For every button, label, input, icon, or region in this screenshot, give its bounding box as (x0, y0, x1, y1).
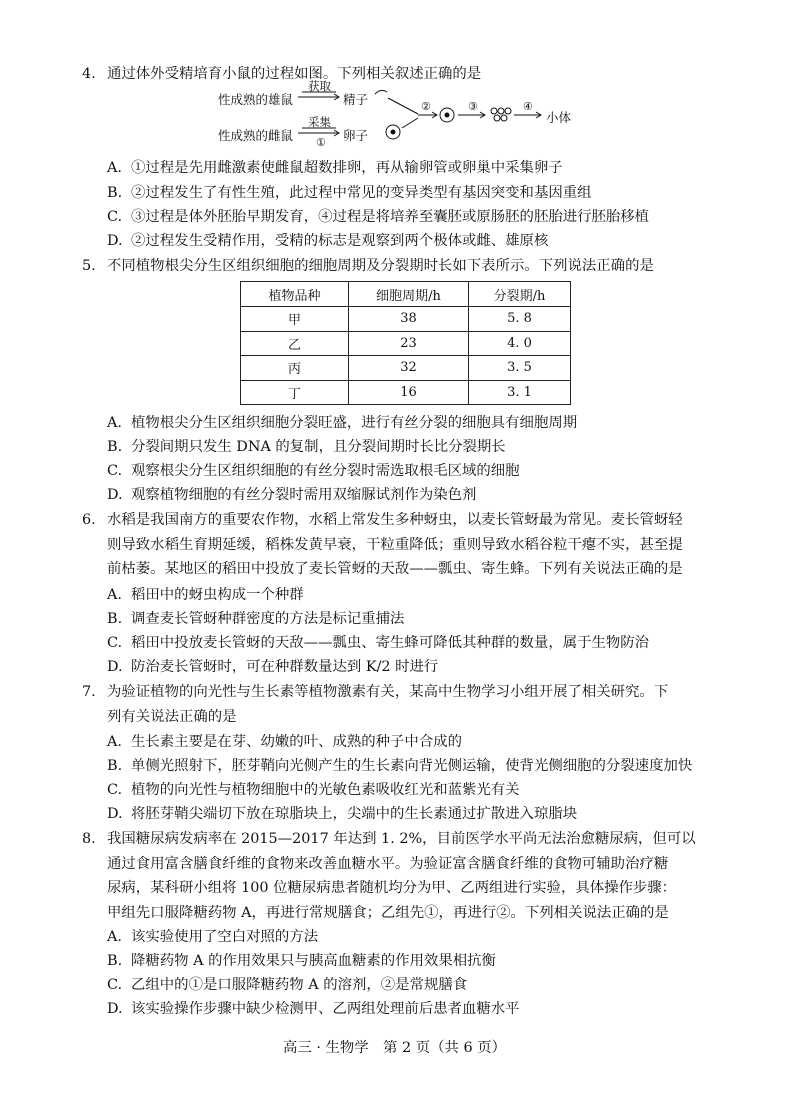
stem-line: 甲组先口服降糖药物 A，再进行常规膳食；乙组先①，再进行②。下列相关说法正确的是 (107, 904, 669, 921)
question-stem: 通过体外受精培育小鼠的过程如图。下列相关叙述正确的是 (107, 66, 482, 82)
question-8 (82, 827, 722, 925)
table-cell: 5. 8 (469, 307, 571, 332)
table-cell: 3. 1 (469, 380, 571, 405)
table-cell: 丁 (241, 380, 349, 405)
option-label: B. (107, 611, 123, 627)
step3-label: ③ (468, 100, 478, 113)
male-label: 性成熟的雄鼠 (218, 92, 294, 107)
collect-label: 采集 (308, 115, 331, 129)
option-text: 乙组中的①是口服降糖药物 A 的溶剂，②是常规膳食 (131, 977, 468, 993)
stem-line: 前枯萎。某地区的稻田中投放了麦长管蚜的天敌——瓢虫、寄生蜂。下列有关说法正确的是 (107, 561, 683, 577)
q8-option-c[interactable] (107, 974, 467, 996)
option-label: C. (107, 782, 123, 798)
q7-option-a[interactable] (107, 731, 462, 753)
table-row (241, 331, 571, 356)
q4-option-b[interactable] (107, 182, 592, 204)
stem-line: 水稻是我国南方的重要农作物，水稻上常发生多种蚜虫，以麦长管蚜最为常见。麦长管蚜轻 (107, 512, 683, 528)
diagram-arrows (218, 84, 578, 148)
table-row (241, 356, 571, 381)
stem-line: 尿病，某科研小组将 100 位糖尿病患者随机均分为甲、乙两组进行实验，具体操作步骤： (107, 880, 677, 896)
table-cell: 3. 5 (469, 356, 571, 381)
option-text: 该实验使用了空白对照的方法 (131, 929, 319, 945)
option-label: A. (107, 587, 122, 603)
step4-label: ④ (523, 100, 533, 113)
table-header: 植物品种 (241, 282, 349, 307)
q6-option-a[interactable] (107, 584, 304, 606)
question-number: 5. (82, 258, 96, 274)
q4-option-d[interactable] (107, 230, 548, 252)
option-text: ①过程是先用雌激素使雌鼠超数排卵，再从输卵管或卵巢中采集卵子 (131, 160, 563, 176)
option-text: 防治麦长管蚜时，可在种群数量达到 K/2 时进行 (131, 659, 439, 675)
option-label: C. (107, 463, 123, 479)
option-text: 稻田中的蚜虫构成一个种群 (131, 587, 304, 603)
option-label: B. (107, 758, 123, 774)
option-label: D. (107, 487, 123, 503)
q6-option-b[interactable] (107, 608, 404, 630)
option-label: B. (107, 185, 123, 201)
option-text: 生长素主要是在芽、幼嫩的叶、成熟的种子中合成的 (131, 734, 462, 750)
stem-line: 通过食用富含膳食纤维的食物来改善血糖水平。为验证富含膳食纤维的食物可辅助治疗糖 (107, 855, 669, 872)
question-number: 7. (82, 684, 96, 700)
q8-option-b[interactable] (107, 950, 496, 972)
option-label: A. (107, 160, 122, 176)
table-header-row (241, 282, 571, 307)
option-label: B. (107, 439, 123, 455)
q5-option-a[interactable] (107, 412, 577, 434)
option-label: D. (107, 1001, 123, 1017)
option-text: 单侧光照射下，胚芽鞘向光侧产生的生长素向背光侧运输，使背光侧细胞的分裂速度加快 (131, 758, 693, 774)
q6-option-c[interactable] (107, 632, 649, 654)
option-text: ②过程发生了有性生殖，此过程中常见的变异类型有基因突变和基因重组 (131, 185, 592, 201)
option-label: B. (107, 953, 123, 969)
option-label: C. (107, 635, 123, 651)
option-text: 观察植物细胞的有丝分裂时需用双缩脲试剂作为染色剂 (131, 487, 477, 503)
option-text: 调查麦长管蚜种群密度的方法是标记重捕法 (131, 611, 405, 627)
table-row (241, 307, 571, 332)
ivf-process-diagram (218, 79, 578, 149)
option-text: ③过程是体外胚胎早期发育，④过程是将培养至囊胚或原肠胚的胚胎进行胚胎移植 (131, 209, 650, 225)
result-label: 小体 (546, 110, 572, 125)
option-text: 该实验操作步骤中缺少检测甲、乙两组处理前后患者血糖水平 (131, 1001, 520, 1017)
option-text: 分裂间期只发生 DNA 的复制，且分裂间期时长比分裂期长 (131, 439, 506, 455)
q7-option-b[interactable] (107, 755, 692, 777)
option-text: 植物的向光性与植物细胞中的光敏色素吸收红光和蓝紫光有关 (131, 782, 520, 798)
female-label: 性成熟的雌鼠 (218, 128, 294, 143)
table-cell: 4. 0 (469, 331, 571, 356)
sperm-label: 精子 (343, 92, 369, 107)
question-stem: 不同植物根尖分生区组织细胞的细胞周期及分裂期时长如下表所示。下列说法正确的是 (107, 258, 654, 274)
option-label: D. (107, 233, 123, 249)
option-label: D. (107, 806, 123, 822)
question-number: 6. (82, 512, 96, 528)
option-label: A. (107, 929, 122, 945)
option-label: C. (107, 209, 123, 225)
option-text: 稻田中投放麦长管蚜的天敌——瓢虫、寄生蜂可降低其种群的数量，属于生物防治 (131, 635, 650, 651)
step1-label: ① (316, 136, 326, 149)
cell-cycle-table (240, 281, 571, 405)
q5-option-d[interactable] (107, 484, 476, 506)
q8-option-a[interactable] (107, 926, 318, 948)
q4-option-a[interactable] (107, 157, 563, 179)
table-header: 细胞周期/h (349, 282, 469, 307)
table-cell: 23 (349, 331, 469, 356)
option-text: 观察根尖分生区组织细胞的有丝分裂时需选取根毛区域的细胞 (131, 463, 520, 479)
question-number: 4. (82, 66, 96, 82)
q8-option-d[interactable] (107, 998, 520, 1020)
question-5 (82, 254, 722, 279)
stem-line: 则导致水稻生育期延缓，稻株发黄早衰，干粒重降低；重则导致水稻谷粒干瘪不实，甚至提 (107, 536, 683, 553)
table-cell: 16 (349, 380, 469, 405)
option-text: ②过程发生受精作用，受精的标志是观察到两个极体或雌、雄原核 (131, 233, 549, 249)
table-cell: 32 (349, 356, 469, 381)
table-row (241, 380, 571, 405)
stem-line: 列有关说法正确的是 (107, 708, 237, 725)
question-7 (82, 680, 722, 729)
question-6 (82, 508, 722, 582)
option-label: A. (107, 415, 122, 431)
q5-option-b[interactable] (107, 436, 506, 458)
option-text: 植物根尖分生区组织细胞分裂旺盛，进行有丝分裂的细胞具有细胞周期 (131, 415, 578, 431)
option-text: 降糖药物 A 的作用效果只与胰高血糖素的作用效果相抗衡 (131, 953, 496, 969)
stem-line: 我国糖尿病发病率在 2015—2017 年达到 1. 2%，目前医学水平尚无法治愈糖尿病，但可以 (107, 831, 696, 847)
stem-line: 为验证植物的向光性与生长素等植物激素有关，某高中生物学习小组开展了相关研究。下 (107, 684, 669, 700)
obtain-label: 获取 (308, 79, 331, 93)
q7-option-d[interactable] (107, 803, 577, 825)
page-footer: 高三 · 生物学 第 2 页（共 6 页） (282, 1040, 507, 1056)
table-cell: 38 (349, 307, 469, 332)
table-cell: 乙 (241, 331, 349, 356)
q5-option-c[interactable] (107, 460, 520, 482)
q6-option-d[interactable] (107, 656, 438, 678)
option-text: 将胚芽鞘尖端切下放在琼脂块上，尖端中的生长素通过扩散进入琼脂块 (131, 806, 578, 822)
egg-label: 卵子 (343, 128, 369, 143)
option-label: A. (107, 734, 122, 750)
q4-option-c[interactable] (107, 206, 649, 228)
question-number: 8. (82, 831, 96, 847)
table-header: 分裂期/h (469, 282, 571, 307)
option-label: C. (107, 977, 123, 993)
q7-option-c[interactable] (107, 779, 520, 801)
step2-label: ② (421, 100, 431, 113)
table-cell: 丙 (241, 356, 349, 381)
table-cell: 甲 (241, 307, 349, 332)
question-4 (82, 62, 722, 87)
option-label: D. (107, 659, 123, 675)
